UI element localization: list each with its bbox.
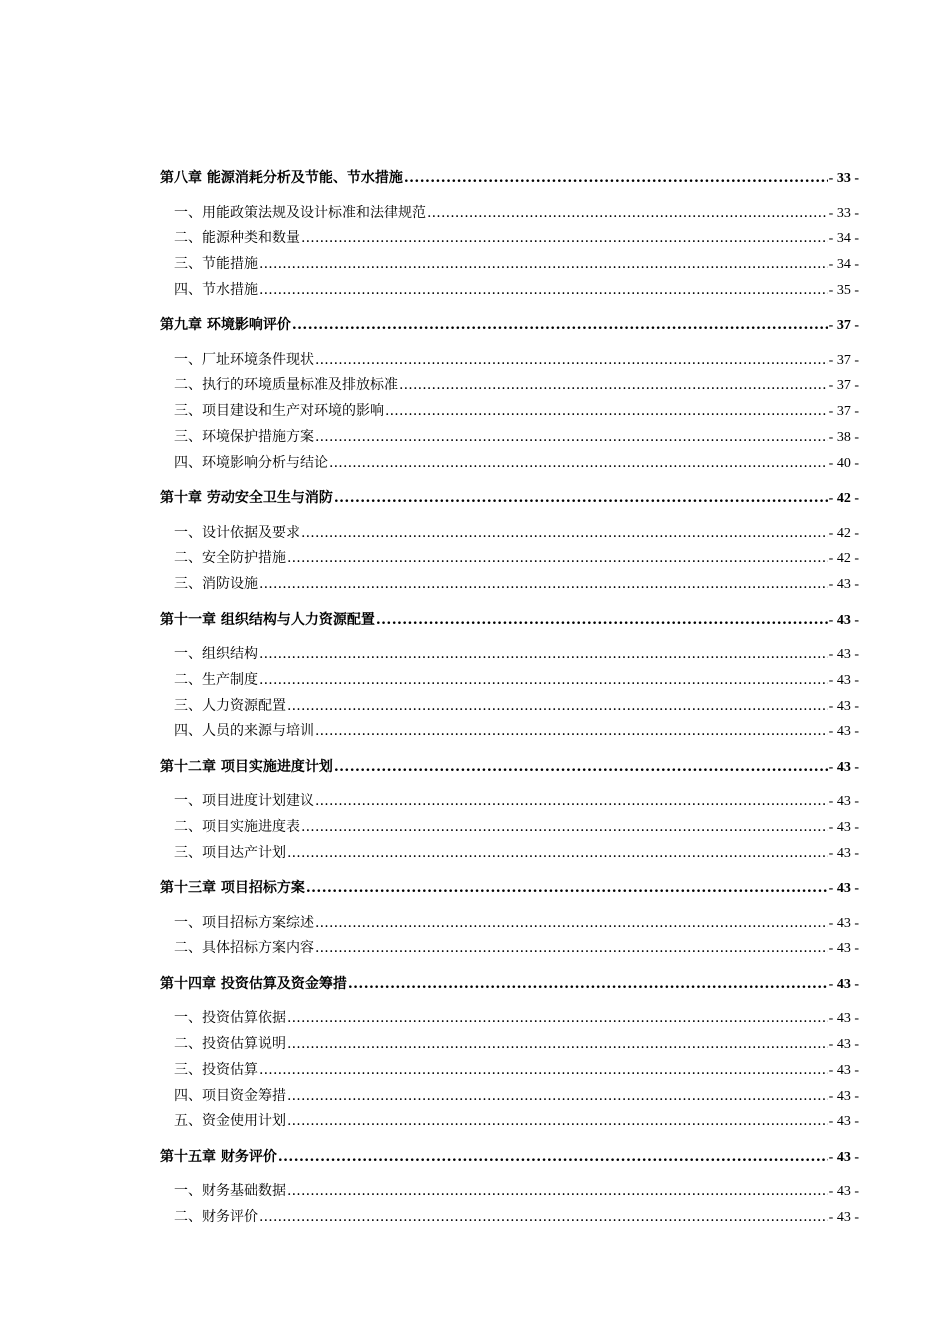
toc-dot-leader [301,521,828,546]
toc-dot-leader [315,911,828,936]
toc-entry-page-number: - 42 - [828,525,859,541]
toc-entry-page-number: - 42 - [828,551,859,567]
toc-entry-title: 一、厂址环境条件现状 [174,351,314,368]
toc-dot-leader [315,789,828,814]
toc-dot-leader [385,399,828,424]
toc-section-entry[interactable] [160,936,859,962]
toc-entry-title: 第十二章 项目实施进度计划 [160,758,333,775]
toc-entry-title: 二、安全防护措施 [174,550,286,567]
toc-dot-leader [376,608,828,633]
toc-dot-leader [301,226,828,251]
toc-entry-page-number: - 35 - [828,282,859,298]
toc-entry-page-number: - 43 - [828,1062,859,1078]
toc-section-entry[interactable] [160,1084,859,1110]
toc-entry-title: 二、执行的环境质量标准及排放标准 [174,377,398,394]
toc-entry-page-number: - 43 - [828,724,859,740]
toc-dot-leader [278,1145,828,1170]
toc-entry-page-number: - 43 - [828,1149,859,1165]
toc-dot-leader [334,755,828,780]
toc-entry-page-number: - 34 - [828,231,859,247]
toc-entry-title: 第十四章 投资估算及资金筹措 [160,975,347,992]
toc-section-entry[interactable] [160,668,859,694]
toc-entry-title: 四、项目资金筹措 [174,1087,286,1104]
toc-section-entry[interactable] [160,201,859,227]
toc-entry-page-number: - 34 - [828,257,859,273]
toc-section-entry[interactable] [160,521,859,547]
toc-entry-title: 第十章 劳动安全卫生与消防 [160,490,333,507]
toc-section-entry[interactable] [160,841,859,867]
table-of-contents [160,166,859,1231]
toc-entry-page-number: - 43 - [828,915,859,931]
toc-section-entry[interactable] [160,1032,859,1058]
toc-section-entry[interactable] [160,348,859,374]
toc-section-entry[interactable] [160,278,859,304]
toc-entry-title: 三、投资估算 [174,1061,258,1078]
toc-entry-title: 二、财务评价 [174,1209,258,1226]
toc-dot-leader [334,486,828,511]
toc-chapter-entry[interactable] [160,972,859,997]
toc-entry-title: 一、投资估算依据 [174,1010,286,1027]
toc-dot-leader [259,278,828,303]
toc-entry-title: 三、人力资源配置 [174,697,286,714]
toc-dot-leader [292,313,828,338]
toc-entry-page-number: - 33 - [828,205,859,221]
toc-dot-leader [259,252,828,277]
toc-entry-page-number: - 40 - [828,455,859,471]
toc-section-entry[interactable] [160,451,859,477]
toc-chapter-entry[interactable] [160,755,859,780]
toc-entry-page-number: - 43 - [828,1011,859,1027]
toc-entry-title: 四、环境影响分析与结论 [174,454,328,471]
toc-entry-page-number: - 43 - [828,820,859,836]
toc-dot-leader [287,694,828,719]
toc-section-entry[interactable] [160,1205,859,1231]
toc-dot-leader [329,451,828,476]
toc-entry-page-number: - 37 - [828,352,859,368]
toc-entry-page-number: - 43 - [828,672,859,688]
toc-entry-page-number: - 43 - [828,1114,859,1130]
toc-section-entry[interactable] [160,1006,859,1032]
toc-entry-title: 五、资金使用计划 [174,1113,286,1130]
toc-entry-page-number: - 43 - [828,1210,859,1226]
toc-section-entry[interactable] [160,694,859,720]
toc-entry-page-number: - 43 - [828,1088,859,1104]
toc-dot-leader [301,815,828,840]
toc-entry-title: 一、用能政策法规及设计标准和法律规范 [174,204,426,221]
toc-dot-leader [404,166,828,191]
toc-entry-page-number: - 38 - [828,430,859,446]
toc-entry-title: 一、设计依据及要求 [174,524,300,541]
toc-section-entry[interactable] [160,546,859,572]
toc-entry-page-number: - 43 - [828,612,859,628]
toc-entry-title: 三、项目建设和生产对环境的影响 [174,403,384,420]
toc-dot-leader [259,1205,828,1230]
toc-section-entry[interactable] [160,399,859,425]
toc-entry-title: 三、环境保护措施方案 [174,429,314,446]
toc-entry-title: 第九章 环境影响评价 [160,317,291,334]
toc-entry-title: 二、生产制度 [174,671,258,688]
toc-chapter-entry[interactable] [160,1145,859,1170]
toc-entry-page-number: - 43 - [828,941,859,957]
toc-entry-page-number: - 43 - [828,647,859,663]
toc-chapter-entry[interactable] [160,876,859,901]
toc-dot-leader [306,876,828,901]
toc-entry-page-number: - 43 - [828,845,859,861]
toc-entry-title: 一、组织结构 [174,646,258,663]
toc-dot-leader [315,425,828,450]
toc-dot-leader [259,642,828,667]
toc-dot-leader [287,1179,828,1204]
toc-section-entry[interactable] [160,226,859,252]
toc-dot-leader [287,546,828,571]
toc-entry-title: 第十五章 财务评价 [160,1148,277,1165]
toc-entry-page-number: - 43 - [828,881,859,897]
toc-entry-page-number: - 43 - [828,794,859,810]
toc-section-entry[interactable] [160,789,859,815]
toc-entry-page-number: - 33 - [828,171,859,186]
toc-dot-leader [259,572,828,597]
toc-chapter-entry[interactable] [160,608,859,633]
toc-entry-title: 一、项目进度计划建议 [174,793,314,810]
toc-section-entry[interactable] [160,815,859,841]
toc-section-entry[interactable] [160,1058,859,1084]
toc-entry-title: 二、能源种类和数量 [174,230,300,247]
toc-chapter-entry[interactable] [160,313,859,338]
toc-entry-page-number: - 43 - [828,976,859,992]
toc-chapter-entry[interactable] [160,166,859,191]
toc-section-entry[interactable] [160,1109,859,1135]
toc-section-entry[interactable] [160,373,859,399]
toc-entry-page-number: - 43 - [828,759,859,775]
toc-entry-page-number: - 43 - [828,698,859,714]
toc-section-entry[interactable] [160,572,859,598]
toc-entry-page-number: - 43 - [828,1184,859,1200]
toc-entry-page-number: - 37 - [828,318,859,334]
toc-entry-title: 第十三章 项目招标方案 [160,880,305,897]
toc-section-entry[interactable] [160,642,859,668]
toc-entry-title: 三、节能措施 [174,256,258,273]
toc-entry-title: 四、节水措施 [174,281,258,298]
toc-chapter-entry[interactable] [160,486,859,511]
toc-dot-leader [287,1084,828,1109]
toc-entry-page-number: - 43 - [828,1037,859,1053]
toc-entry-title: 三、消防设施 [174,576,258,593]
toc-entry-page-number: - 42 - [828,491,859,507]
toc-dot-leader [315,719,828,744]
toc-section-entry[interactable] [160,911,859,937]
toc-entry-page-number: - 43 - [828,577,859,593]
toc-dot-leader [287,841,828,866]
toc-dot-leader [287,1006,828,1031]
toc-entry-page-number: - 37 - [828,378,859,394]
toc-entry-page-number: - 37 - [828,404,859,420]
toc-entry-title: 三、项目达产计划 [174,844,286,861]
toc-dot-leader [259,668,828,693]
toc-dot-leader [287,1109,828,1134]
toc-section-entry[interactable] [160,425,859,451]
toc-dot-leader [399,373,828,398]
toc-entry-title: 第八章 能源消耗分析及节能、节水措施 [160,170,403,186]
toc-entry-title: 二、项目实施进度表 [174,819,300,836]
toc-entry-title: 一、财务基础数据 [174,1183,286,1200]
toc-dot-leader [427,201,828,226]
toc-entry-title: 一、项目招标方案综述 [174,914,314,931]
toc-dot-leader [348,972,828,997]
toc-dot-leader [315,348,828,373]
toc-dot-leader [287,1032,828,1057]
toc-dot-leader [315,936,828,961]
toc-entry-title: 第十一章 组织结构与人力资源配置 [160,611,375,628]
toc-entry-title: 二、投资估算说明 [174,1036,286,1053]
toc-section-entry[interactable] [160,719,859,745]
toc-entry-title: 二、具体招标方案内容 [174,940,314,957]
toc-dot-leader [259,1058,828,1083]
toc-section-entry[interactable] [160,1179,859,1205]
toc-entry-title: 四、人员的来源与培训 [174,723,314,740]
toc-section-entry[interactable] [160,252,859,278]
